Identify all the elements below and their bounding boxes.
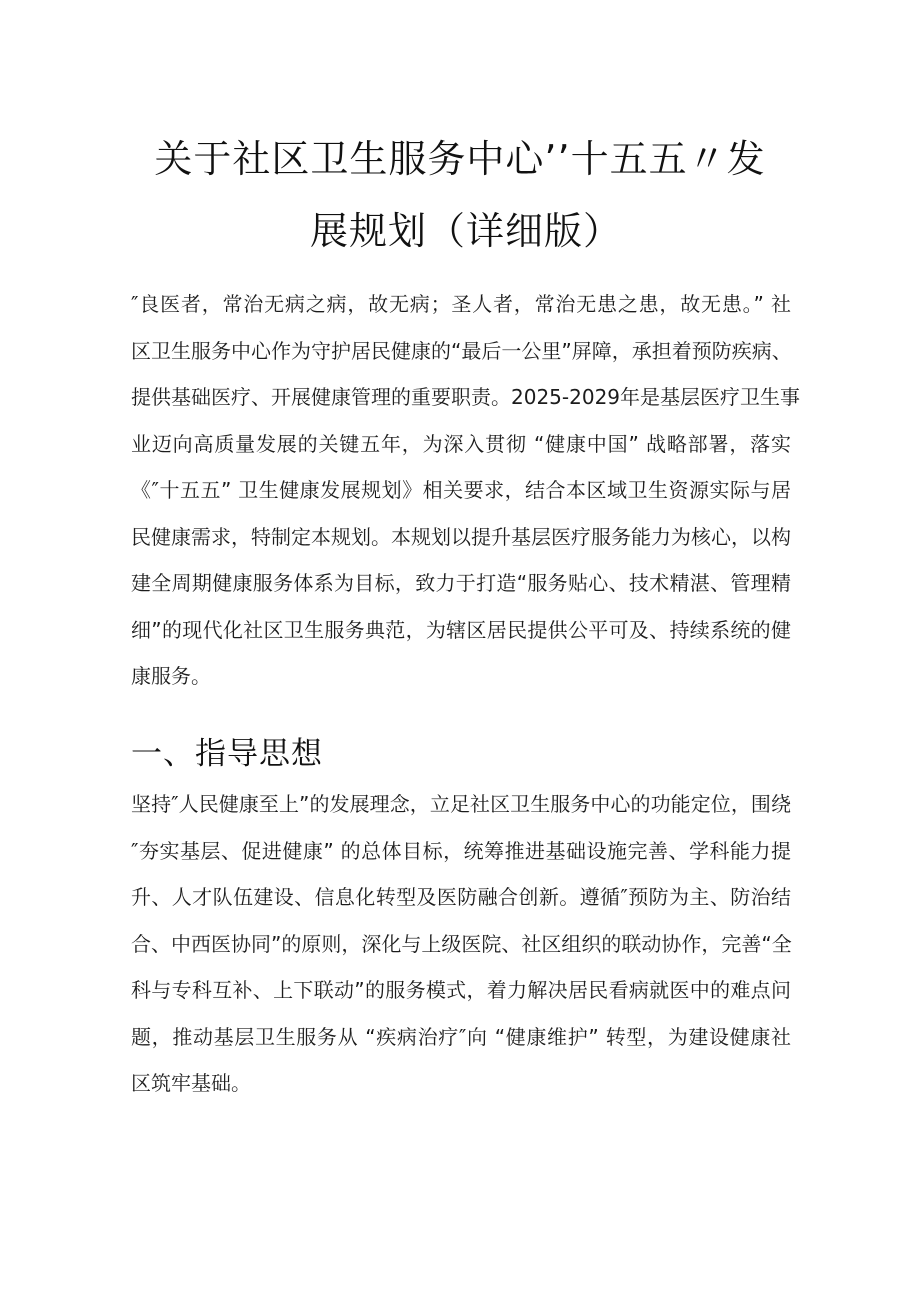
document-title-line-1: 关于社区卫生服务中心’’十五五〃发: [154, 137, 766, 181]
paragraph-line: 科与专科互补、上下联动”的服务模式，着力解决居民看病就医中的难点问: [131, 978, 791, 1002]
paragraph-line: 细”的现代化社区卫生服务典范，为辖区居民提供公平可及、持续系统的健: [131, 617, 791, 642]
paragraph-line: 康服务。: [131, 664, 211, 688]
paragraph-line: 坚持″人民健康至上”的发展理念，立足社区卫生服务中心的功能定位，围绕: [131, 792, 791, 816]
paragraph-line: 建全周期健康服务体系为目标，致力于打造“服务贴心、技术精湛、管理精: [131, 571, 791, 595]
section-heading-guiding-ideology: 一、指导思想: [131, 736, 323, 772]
paragraph-line: ″良医者，常治无病之病，故无病；圣人者，常治无患之患，故无患。” 社: [131, 292, 791, 316]
paragraph-line: 升、人才队伍建设、信息化转型及医防融合创新。遵循″预防为主、防治结: [131, 885, 791, 909]
paragraph-line: 区卫生服务中心作为守护居民健康的“最后一公里”屏障，承担着预防疾病、: [131, 338, 792, 363]
intro-paragraph: [131, 281, 801, 700]
paragraph-line: 合、中西医协同”的原则，深化与上级医院、社区组织的联动协作，完善“全: [131, 931, 792, 956]
paragraph-line: ″夯实基层、促进健康” 的总体目标，统筹推进基础设施完善、学科能力提: [131, 838, 791, 863]
paragraph-line: 《″十五五” 卫生健康发展规划》相关要求，结合本区域卫生资源实际与居: [131, 478, 791, 502]
paragraph-line: 题，推动基层卫生服务从 “疾病治疗″向 “健康维护” 转型，为建设健康社: [131, 1024, 791, 1049]
section-paragraph-guiding-ideology: [131, 781, 791, 1107]
paragraph-line: 提供基础医疗、开展健康管理的重要职责。2025-2029年是基层医疗卫生事: [131, 385, 801, 409]
document-title-line-2: 展规划（详细版）: [309, 209, 622, 253]
paragraph-line: 民健康需求，特制定本规划。本规划以提升基层医疗服务能力为核心，以构: [131, 524, 791, 549]
paragraph-line: 区筑牢基础。: [131, 1071, 251, 1095]
paragraph-line: 业迈向高质量发展的关键五年，为深入贯彻 “健康中国” 战略部署，落实: [131, 431, 791, 456]
